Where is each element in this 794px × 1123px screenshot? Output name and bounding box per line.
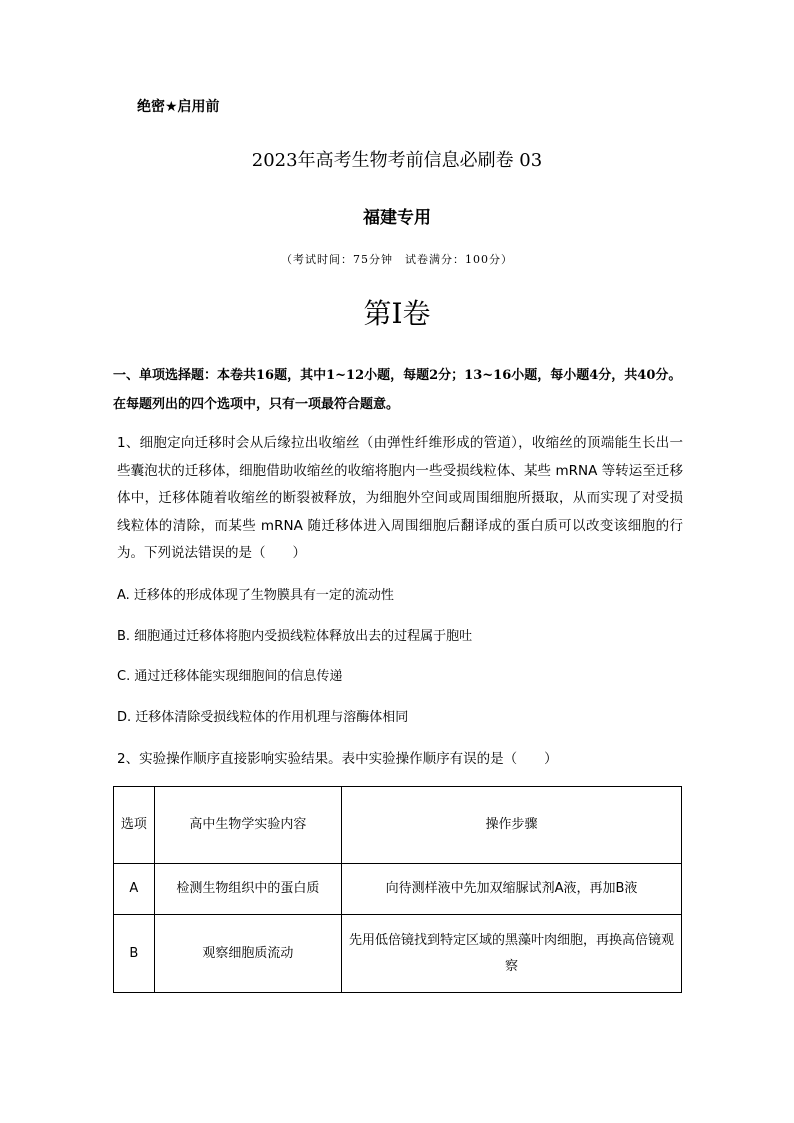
table-header-cell: 操作步骤 <box>342 787 682 864</box>
exam-title: 2023年高考生物考前信息必刷卷 03 <box>251 150 543 171</box>
question-1-option-d: D. 迁移体清除受损线粒体的作用机理与溶酶体相同 <box>117 710 409 725</box>
question-2-stem: 2、实验操作顺序直接影响实验结果。表中实验操作顺序有误的是（ ） <box>117 751 558 767</box>
experiment-table <box>113 786 682 993</box>
question-1-option-b: B. 细胞通过迁移体将胞内受损线粒体释放出去的过程属于胞吐 <box>117 629 473 644</box>
table-row <box>114 864 682 915</box>
table-row <box>114 915 682 993</box>
question-1-stem: 1、细胞定向迁移时会从后缘拉出收缩丝（由弹性纤维形成的管道），收缩丝的顶端能生长出一些囊泡状的迁移体，细胞借助收缩丝的收缩将胞内一些受损线粒体、某些 mRNA 等转运至迁移体中，迁移体随着收缩丝的断裂被释放，为细胞外空间或周围细胞所摄取，从而实现了对受损线粒体的清除，而某些 mRNA 随迁移体进入周围细胞后翻译成的蛋白质可以改变该细胞的行为。下列说法错误的是（ ） <box>117 435 683 561</box>
exam-subtitle: 福建专用 <box>363 208 431 228</box>
table-cell: 先用低倍镜找到特定区域的黑藻叶肉细胞，再换高倍镜观察 <box>342 915 682 993</box>
table-cell: 向待测样液中先加双缩脲试剂A液，再加B液 <box>342 864 682 915</box>
part-title: 第I卷 <box>363 297 431 330</box>
table-cell: B <box>114 915 155 993</box>
table-cell: A <box>114 864 155 915</box>
table-header-row <box>114 787 682 864</box>
question-1-option-c: C. 通过迁移体能实现细胞间的信息传递 <box>117 669 343 684</box>
exam-time-info: （考试时间：75分钟 试卷满分：100分） <box>281 253 513 266</box>
table-header-cell: 选项 <box>114 787 155 864</box>
section-instructions: 一、单项选择题：本卷共16题，其中1~12小题，每题2分；13~16小题，每小题4分，共40分。在每题列出的四个选项中，只有一项最符合题意。 <box>113 368 682 412</box>
table-header-cell: 高中生物学实验内容 <box>154 787 341 864</box>
table-cell: 观察细胞质流动 <box>154 915 341 993</box>
confidential-label: 绝密★启用前 <box>137 99 220 115</box>
table-cell: 检测生物组织中的蛋白质 <box>154 864 341 915</box>
question-1-option-a: A. 迁移体的形成体现了生物膜具有一定的流动性 <box>117 588 394 603</box>
